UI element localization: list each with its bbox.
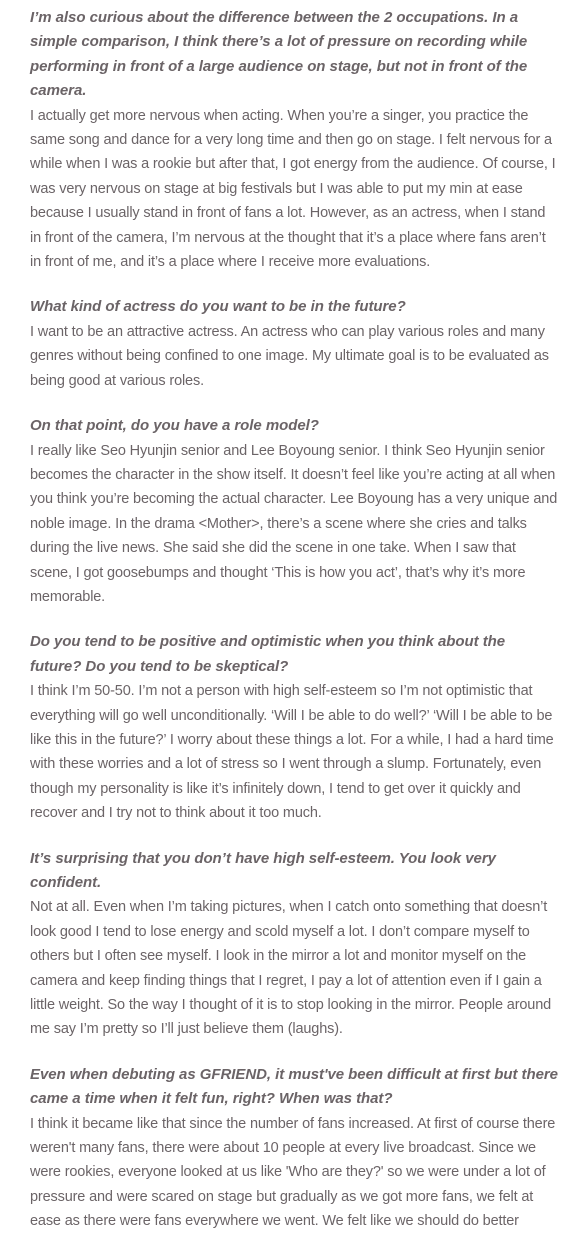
qa-block	[30, 630, 558, 825]
interview-answer: I really like Seo Hyunjin senior and Lee Boyoung senior. I think Seo Hyunjin senior becomes the character in the show itself. It doesn’t feel like you’re acting at all when you think you’re becoming the actual character. Lee Boyoung has a very unique and noble image. In the drama <Mother>, there’s a scene where she cries and talks during the live news. She said she did the scene in one take. When I saw that scene, I got goosebumps and thought ‘This is how you act’, that’s why it’s more memorable.	[30, 442, 558, 605]
interview-answer: I think I’m 50-50. I’m not a person with high self-esteem so I’m not optimistic that everything will go well unconditionally. ‘Will I be able to do well?’ ‘Will I be able to be like this in the future?’ I worry about these things a lot. For a while, I had a hard time with these worries and a lot of stress so I went through a slump. Fortunately, even though my personality is like it’s infinitely down, I tend to get over it quickly and recover and I try not to think about it too much.	[30, 683, 554, 822]
interview-question: What kind of actress do you want to be in the future?	[30, 298, 406, 316]
interview-question: Do you tend to be positive and optimistic when you think about the future? Do you tend to be skeptical?	[30, 633, 506, 675]
qa-block	[30, 295, 558, 393]
interview-answer: I actually get more nervous when acting. When you’re a singer, you practice the same song and dance for a very long time and then go on stage. I felt nervous for a while when I was a rookie but after that, I got energy from the audience. Of course, I was very nervous on stage at big festivals but I was able to put my min at ease because I usually stand in front of fans a lot. However, as an actress, when I stand in front of the camera, I’m nervous at the thought that it’s a place where fans aren’t in front of me, and it’s a place where I receive more evaluations.	[30, 107, 556, 271]
interview-answer: Not at all. Even when I’m taking pictures, when I catch onto something that doesn’t look good I tend to lose energy and scold myself a lot. I don’t compare myself to others but I often see myself. I look in the mirror a lot and monitor myself on the camera and keep finding things that I regret, I pay a lot of attention even if I gain a little weight. So the way I thought of it is to stop looking in the mirror. People around me say I’m pretty so I’ll just believe them (laughs).	[30, 899, 552, 1038]
interview-question: I’m also curious about the difference between the 2 occupations. In a simple comparison, I think there’s a lot of pressure on recording while performing in front of a large audience on stage, but not in front of the camera.	[30, 9, 528, 100]
interview-answer: I think it became like that since the number of fans increased. At first of course there weren't many fans, there were about 10 people at every live broadcast. Since we were rookies, everyone looked at us like 'Who are they?' so we were under a lot of pressure and were scared on stage but gradually as we got more fans, we felt at ease as there were fans everywhere we went. We felt like we should do better	[30, 1115, 556, 1230]
qa-block	[30, 1063, 558, 1234]
interview-question: On that point, do you have a role model?	[30, 417, 319, 435]
qa-block	[30, 414, 558, 609]
interview-answer: I want to be an attractive actress. An actress who can play various roles and many genres without being confined to one image. My ultimate goal is to be evaluated as being good at various roles.	[30, 323, 549, 389]
interview-question: It’s surprising that you don’t have high self-esteem. You look very confident.	[30, 849, 496, 891]
qa-block	[30, 847, 558, 1042]
interview-question: Even when debuting as GFRIEND, it must've been difficult at first but there came a time when it felt fun, right? When was that?	[30, 1065, 558, 1108]
qa-block	[30, 6, 558, 274]
